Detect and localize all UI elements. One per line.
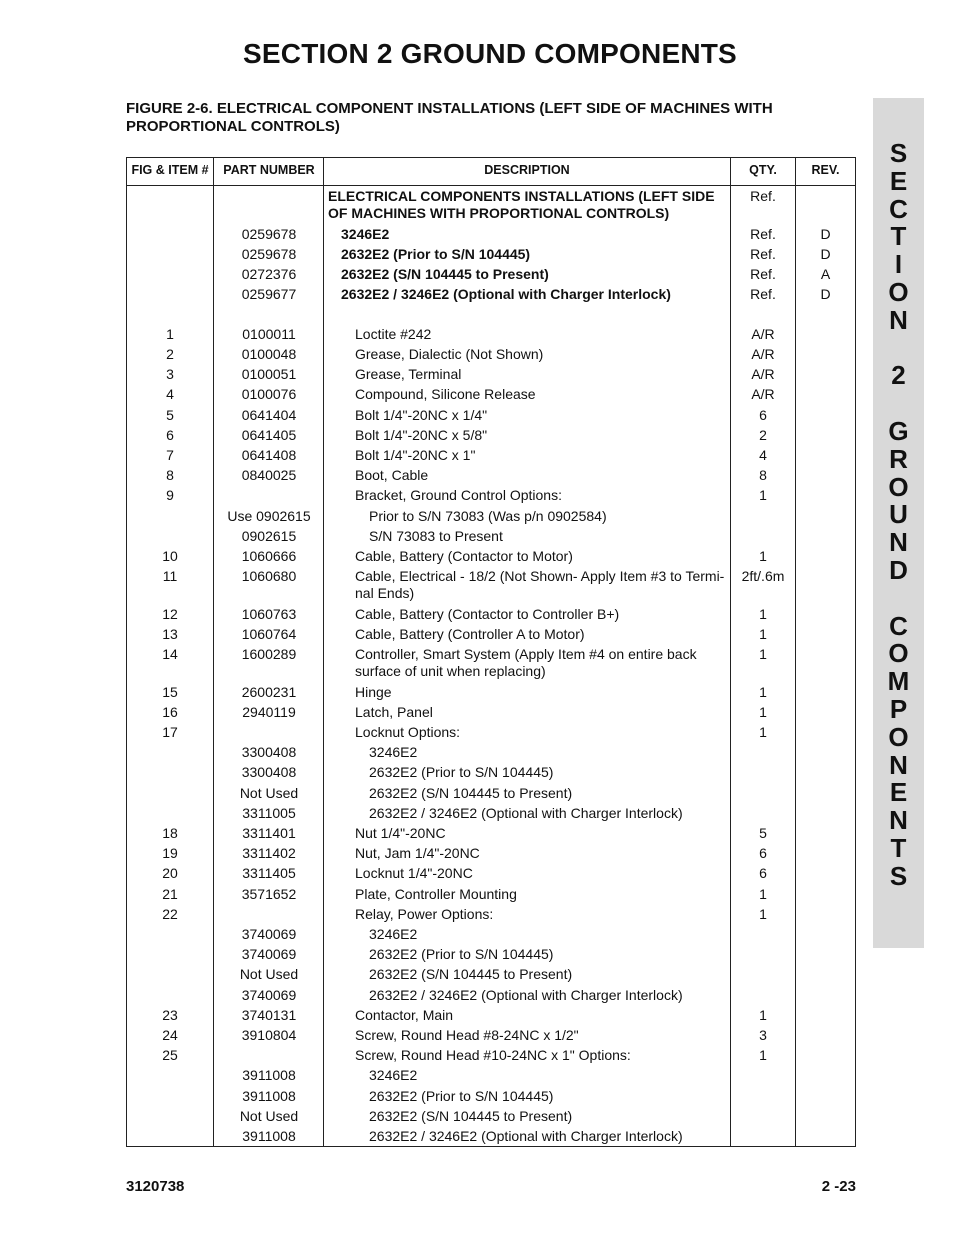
- quantity-cell: 1: [759, 703, 767, 720]
- part-number-cell: 1060666: [241, 548, 297, 564]
- quantity-cell: Ref.: [750, 286, 776, 303]
- quantity-cell: Ref.: [750, 265, 776, 282]
- description-cell: Nut, Jam 1/4"-20NC: [355, 845, 480, 862]
- part-number-cell: 3911008: [242, 1067, 296, 1084]
- part-number-cell: 1060764: [241, 625, 297, 642]
- description-cell: Prior to S/N 73083 (Was p/n 0902584): [369, 507, 607, 524]
- description-cell: Cable, Electrical - 18/2 (Not Shown- Apply Item #3 to Termi-nal Ends): [355, 568, 725, 602]
- item-number-cell: 12: [162, 605, 178, 622]
- item-number-cell: 17: [162, 724, 178, 740]
- part-number-cell: 0641405: [241, 426, 297, 443]
- quantity-cell: A/R: [751, 346, 775, 362]
- part-number-cell: Not Used: [239, 784, 299, 801]
- description-cell: 2632E2 (Prior to S/N 104445): [341, 245, 531, 262]
- item-number-cell: 6: [166, 426, 174, 443]
- side-tab-letter: [873, 390, 924, 418]
- description-cell: 3246E2: [341, 225, 390, 242]
- part-number-cell: 3311405: [242, 865, 296, 882]
- description-cell: 2632E2 (Prior to S/N 104445): [369, 764, 554, 781]
- quantity-cell: 1: [759, 605, 767, 622]
- description-cell: 2632E2 (Prior to S/N 104445): [369, 1087, 554, 1104]
- item-number-cell: 20: [162, 865, 178, 882]
- description-cell: Latch, Panel: [355, 703, 433, 720]
- revision-cell: D: [820, 225, 831, 242]
- header-description: DESCRIPTION: [484, 163, 570, 177]
- description-cell: Controller, Smart System (Apply Item #4 on entire back surface of unit when replacing): [355, 646, 697, 680]
- quantity-cell: 1: [759, 683, 767, 700]
- quantity-cell: 8: [759, 467, 767, 484]
- quantity-cell: A/R: [751, 366, 775, 383]
- part-number-cell: 3740069: [241, 986, 297, 1003]
- part-number-cell: 0840025: [241, 467, 297, 484]
- part-number-cell: 0641404: [241, 406, 297, 423]
- side-tab-letter: [873, 585, 924, 613]
- description-cell: Locknut Options:: [355, 724, 461, 740]
- header-divider: [127, 185, 855, 186]
- column-divider: [795, 158, 796, 1146]
- part-number-cell: 0259678: [241, 245, 297, 262]
- page-number: 2 -23: [821, 1178, 856, 1195]
- side-tab-letter: T: [890, 832, 907, 863]
- description-cell: 3246E2: [369, 926, 418, 942]
- description-cell: 2632E2 (S/N 104445 to Present): [369, 784, 573, 801]
- description-cell: ELECTRICAL COMPONENTS INSTALLATIONS (LEFT SIDE OF MACHINES WITH PROPORTIONAL CONTROLS): [328, 188, 715, 221]
- revision-cell: D: [820, 245, 831, 262]
- part-number-cell: 1600289: [241, 646, 297, 663]
- quantity-cell: 1: [759, 487, 767, 504]
- item-number-cell: 14: [162, 646, 178, 663]
- part-number-cell: 3911008: [242, 1087, 296, 1104]
- description-cell: Relay, Power Options:: [355, 905, 494, 922]
- side-tab-letter: O: [888, 276, 909, 307]
- quantity-cell: 1: [759, 885, 767, 902]
- quantity-cell: 1: [759, 548, 767, 564]
- item-number-cell: 19: [162, 845, 178, 862]
- item-number-cell: 4: [166, 386, 174, 403]
- side-tab-letter: C: [889, 610, 908, 641]
- part-number-cell: 1060680: [241, 568, 297, 585]
- part-number-cell: 0641408: [241, 447, 297, 463]
- description-cell: Cable, Battery (Contactor to Motor): [355, 548, 573, 564]
- side-tab-letter: M: [887, 666, 910, 697]
- item-number-cell: 23: [162, 1006, 178, 1023]
- part-number-cell: 0259678: [241, 225, 297, 242]
- part-number-cell: 3740069: [241, 946, 297, 963]
- side-tab-letter: E: [889, 165, 908, 196]
- description-cell: Cable, Battery (Controller A to Motor): [355, 625, 585, 642]
- header-qty: QTY.: [749, 163, 777, 177]
- description-cell: 2632E2 / 3246E2 (Optional with Charger Interlock): [369, 986, 683, 1003]
- quantity-cell: 1: [759, 625, 767, 642]
- quantity-cell: 2ft/.6m: [741, 568, 785, 585]
- part-number-cell: 3910804: [241, 1027, 297, 1043]
- side-tab-letter: G: [888, 415, 909, 446]
- description-cell: 2632E2 / 3246E2 (Optional with Charger Interlock): [369, 804, 683, 821]
- side-tab-letter: O: [888, 638, 909, 669]
- quantity-cell: 1: [759, 1006, 767, 1023]
- part-number-cell: 1060763: [241, 605, 297, 622]
- side-tab-letter: E: [889, 777, 908, 808]
- quantity-cell: 6: [759, 406, 767, 423]
- description-cell: Screw, Round Head #10-24NC x 1" Options:: [355, 1047, 631, 1064]
- part-number-cell: Use 0902615: [227, 507, 311, 524]
- description-cell: Grease, Terminal: [355, 366, 462, 383]
- part-number-cell: Not Used: [239, 966, 299, 983]
- quantity-cell: 1: [759, 905, 767, 922]
- revision-cell: D: [820, 286, 831, 303]
- document-number: 3120738: [126, 1178, 185, 1195]
- quantity-cell: 4: [759, 447, 767, 463]
- quantity-cell: 2: [759, 426, 767, 443]
- side-tab-letter: T: [890, 221, 907, 252]
- side-tab-letter: O: [888, 471, 909, 502]
- side-tab-letter: S: [889, 138, 908, 168]
- description-cell: Cable, Battery (Contactor to Controller B+): [355, 605, 620, 622]
- quantity-cell: 1: [759, 646, 767, 663]
- part-number-cell: 3740131: [241, 1006, 297, 1023]
- part-number-cell: 3300408: [241, 764, 297, 781]
- revision-cell: A: [820, 265, 831, 282]
- part-number-cell: 2940119: [242, 703, 296, 720]
- item-number-cell: 10: [162, 548, 178, 564]
- side-tab-letter: O: [888, 721, 909, 752]
- part-number-cell: 0100076: [241, 386, 297, 403]
- header-part-number: PART NUMBER: [223, 163, 315, 177]
- side-tab-letter: N: [889, 749, 908, 780]
- item-number-cell: 1: [166, 325, 174, 342]
- description-cell: Loctite #242: [355, 325, 432, 342]
- description-cell: 2632E2 (S/N 104445 to Present): [369, 966, 573, 983]
- parts-table: [126, 157, 856, 1147]
- description-cell: Bolt 1/4"-20NC x 5/8": [355, 426, 488, 443]
- side-tab-letter: N: [889, 304, 908, 335]
- description-cell: Contactor, Main: [355, 1006, 454, 1023]
- header-rev: REV.: [811, 163, 840, 177]
- item-number-cell: 21: [162, 885, 178, 902]
- section-title: SECTION 2 GROUND COMPONENTS: [243, 38, 737, 69]
- side-tab-letter: P: [889, 693, 908, 724]
- side-tab-letters: [873, 140, 924, 891]
- part-number-cell: 0272376: [241, 265, 297, 282]
- item-number-cell: 18: [162, 825, 178, 841]
- quantity-cell: 5: [759, 825, 767, 841]
- quantity-cell: 6: [759, 845, 767, 862]
- quantity-cell: A/R: [751, 325, 775, 342]
- quantity-cell: 1: [759, 1047, 767, 1064]
- item-number-cell: 5: [166, 406, 174, 423]
- side-tab-letter: [873, 335, 924, 363]
- description-cell: 2632E2 / 3246E2 (Optional with Charger Interlock): [369, 1128, 683, 1144]
- item-number-cell: 7: [166, 447, 174, 463]
- quantity-cell: Ref.: [750, 245, 776, 262]
- quantity-cell: A/R: [751, 386, 775, 403]
- side-tab-letter: U: [889, 499, 908, 530]
- item-number-cell: 15: [162, 683, 178, 700]
- part-number-cell: 3311402: [242, 845, 296, 862]
- part-number-cell: 3911008: [242, 1128, 296, 1144]
- item-number-cell: 9: [166, 487, 174, 504]
- header-fig-item: FIG & ITEM #: [131, 163, 209, 177]
- side-tab-letter: 2: [891, 360, 906, 391]
- description-cell: Screw, Round Head #8-24NC x 1/2": [355, 1027, 579, 1043]
- description-cell: 3246E2: [369, 1067, 418, 1084]
- item-number-cell: 3: [166, 366, 174, 383]
- section-side-tab: [873, 98, 924, 948]
- side-tab-letter: N: [889, 527, 908, 558]
- part-number-cell: 0100048: [241, 346, 297, 362]
- part-number-cell: 0100011: [242, 325, 296, 342]
- description-cell: 2632E2 / 3246E2 (Optional with Charger Interlock): [341, 286, 671, 303]
- description-cell: Boot, Cable: [355, 467, 429, 484]
- description-cell: Grease, Dialectic (Not Shown): [355, 346, 544, 362]
- description-cell: 2632E2 (Prior to S/N 104445): [369, 946, 554, 963]
- description-cell: 2632E2 (S/N 104445 to Present): [369, 1107, 573, 1124]
- side-tab-letter: S: [889, 860, 908, 891]
- quantity-cell: 1: [759, 724, 767, 740]
- part-number-cell: 3311401: [242, 825, 296, 841]
- item-number-cell: 11: [162, 568, 178, 585]
- side-tab-letter: C: [889, 193, 908, 224]
- item-number-cell: 16: [162, 703, 178, 720]
- description-cell: Plate, Controller Mounting: [355, 885, 517, 902]
- description-cell: 3246E2: [369, 744, 418, 761]
- part-number-cell: 3571652: [241, 885, 297, 902]
- item-number-cell: 24: [162, 1027, 178, 1043]
- item-number-cell: 25: [162, 1047, 178, 1064]
- part-number-cell: 3300408: [241, 744, 297, 761]
- part-number-cell: 0100051: [241, 366, 297, 383]
- part-number-cell: 0259677: [241, 286, 297, 303]
- description-cell: Nut 1/4"-20NC: [355, 825, 446, 841]
- description-cell: Bracket, Ground Control Options:: [355, 487, 562, 504]
- description-cell: Hinge: [355, 683, 392, 700]
- description-cell: Compound, Silicone Release: [355, 386, 536, 403]
- description-cell: S/N 73083 to Present: [369, 527, 503, 544]
- figure-title: FIGURE 2-6. ELECTRICAL COMPONENT INSTALLATIONS (LEFT SIDE OF MACHINES WITH PROPORTIONAL CONTROLS): [126, 100, 773, 135]
- part-number-cell: 2600231: [241, 683, 297, 700]
- description-cell: Bolt 1/4"-20NC x 1": [355, 447, 476, 463]
- side-tab-letter: D: [889, 554, 908, 585]
- quantity-cell: 3: [759, 1027, 767, 1043]
- part-number-cell: 3740069: [241, 926, 297, 942]
- quantity-cell: 6: [759, 865, 767, 882]
- part-number-cell: 3311005: [242, 804, 296, 821]
- item-number-cell: 22: [162, 905, 178, 922]
- quantity-cell: Ref.: [750, 188, 776, 204]
- side-tab-letter: I: [894, 249, 903, 280]
- part-number-cell: 0902615: [241, 527, 297, 544]
- side-tab-letter: N: [889, 805, 908, 836]
- quantity-cell: Ref.: [750, 225, 776, 242]
- description-cell: Locknut 1/4"-20NC: [355, 865, 473, 882]
- item-number-cell: 2: [166, 346, 174, 362]
- description-cell: 2632E2 (S/N 104445 to Present): [341, 265, 549, 282]
- description-cell: Bolt 1/4"-20NC x 1/4": [355, 406, 488, 423]
- part-number-cell: Not Used: [239, 1107, 299, 1124]
- side-tab-letter: R: [889, 443, 908, 474]
- item-number-cell: 13: [162, 625, 178, 642]
- item-number-cell: 8: [166, 467, 174, 484]
